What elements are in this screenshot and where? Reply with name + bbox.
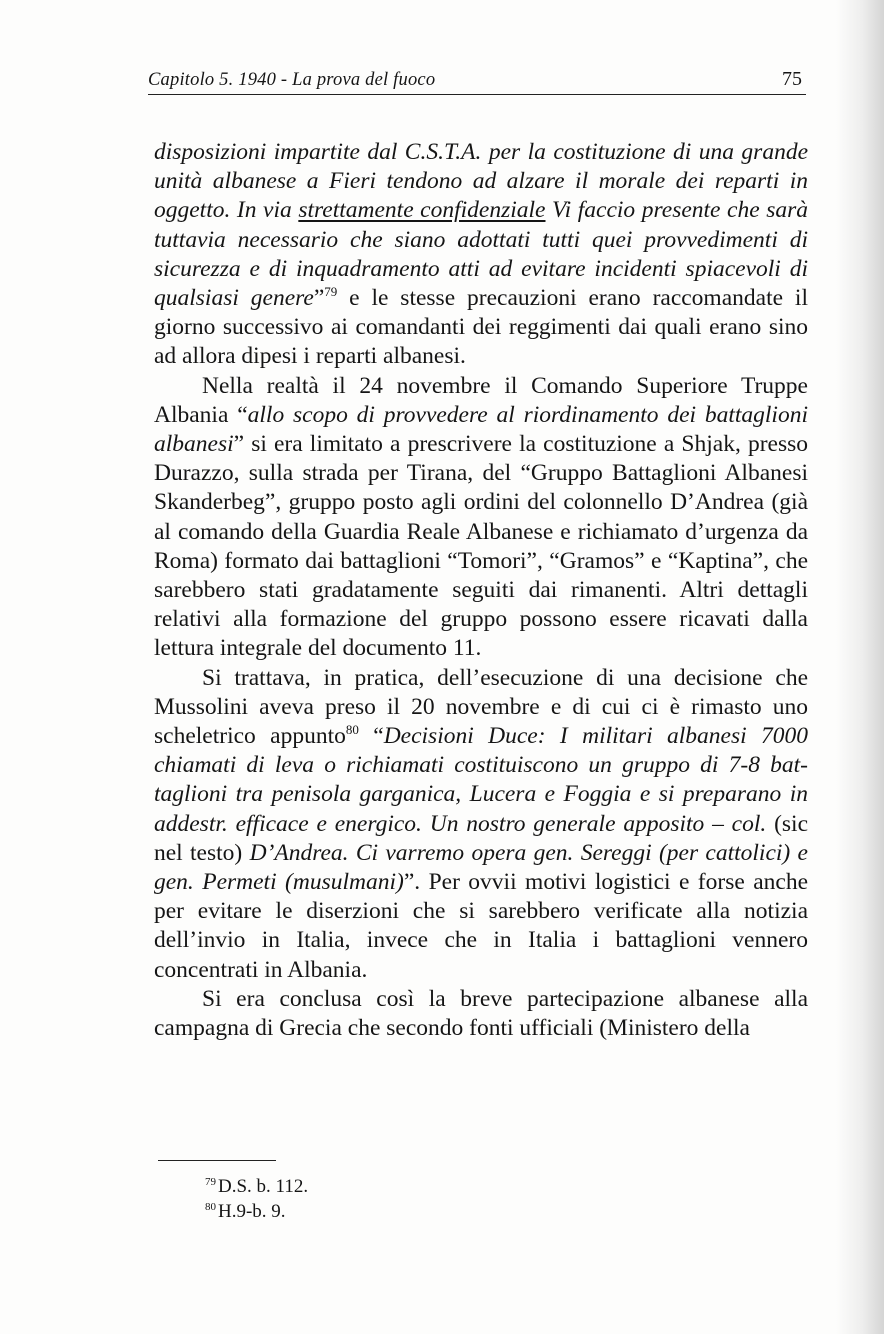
text-span: Nella realtà il 24 novembre il Comando Superiore Truppe Albania “: [154, 372, 808, 428]
footnote-text: D.S. b. 112.: [218, 1176, 309, 1197]
text-span: ”: [313, 285, 325, 312]
footnote-ref-79: 79: [324, 284, 338, 300]
footnote-number: 80: [205, 1200, 216, 1213]
text-span: disposizioni impartite dal C.S.T.A. per la costituzione di una grande unità albanese a Fieri tendono ad alzare il morale dei reparti in oggetto. In via: [154, 139, 808, 224]
text-span: “: [358, 723, 384, 750]
text-span: Vi faccio presente che sarà tuttavia necessario che siano adottati tutti quei provvedimenti di sicurezza e di inquadramento atti ad evitare incidenti spiacevoli di qualsiasi genere: [154, 197, 808, 312]
body-text: [154, 138, 808, 1043]
footnote-ref-80: 80: [345, 722, 359, 738]
page-edge-shadow: [836, 0, 884, 1334]
paragraph: [154, 138, 808, 372]
text-span: ”. Per ovvii motivi logistici e forse anche per evitare le diserzioni che si sarebbero verificate alla notizia dell’invio in Italia, invece che in Italia i battaglioni vennero concentrati in Albania.: [154, 869, 808, 983]
text-span: Si era conclusa così la breve partecipazione albanese alla campagna di Grecia che secondo fonti ufficiali (Ministero della: [154, 985, 808, 1042]
text-span: Si trattava, in pratica, dell’esecuzione di una decisione che Mussolini aveva preso il 20 novembre e di cui ci è rimasto uno scheletrico appunto: [154, 664, 808, 750]
running-header: [148, 64, 806, 95]
paragraph: [154, 664, 808, 985]
paragraph: [154, 985, 808, 1043]
footnote-text: H.9-b. 9.: [218, 1201, 286, 1222]
text-span: Decisioni Duce: I militari albanesi 7000 chiamati di leva o richiamati costituiscono un gruppo di 7-8 battaglioni tra penisola garganica, Lucera e Foggia e si preparano in addestr. efficace e energico. Un nostro generale apposito – col.: [154, 723, 808, 837]
text-span: ” si era limitato a prescrivere la costituzione a Shjak, presso Durazzo, sulla strada per Tirana, del “Gruppo Battaglioni Albanesi Skanderbeg”, gruppo posto agli ordini del colonnello D’Andrea (già al comando della Guardia Reale Albanese e richiamato d’urgenza da Roma) formato dai battaglioni “Tomori”, “Gramos” e “Kaptina”, che sarebbero stati gradatamente seguiti dai rimanenti. Altri dettagli relativi alla formazione del gruppo possono essere ricavati dalla lettura integrale del documento 11.: [154, 431, 808, 662]
chapter-title: Capitolo 5. 1940 - La prova del fuoco: [148, 70, 436, 90]
text-span: (sic nel testo): [154, 810, 808, 866]
footnotes: [205, 1174, 308, 1224]
footnote-79: [205, 1174, 308, 1199]
text-span: D’Andrea. Ci varremo opera gen. Sereggi (per cattolici) e gen. Permeti (musulmani): [154, 839, 808, 896]
text-span: allo scopo di provvedere al riordinamento dei battaglioni albanesi: [154, 401, 808, 458]
footnote-divider: [158, 1160, 276, 1161]
footnote-number: 79: [205, 1175, 216, 1188]
footnote-80: [205, 1199, 308, 1224]
paragraph: [154, 372, 808, 664]
page-number: 75: [782, 68, 802, 90]
underlined-text-span: strettamente confidenziale: [298, 197, 546, 224]
text-span: e le stesse precauzioni erano raccomandate il giorno successivo ai comandanti dei reggimenti dai quali erano sino ad allora dipesi i reparti albanesi.: [154, 285, 808, 370]
